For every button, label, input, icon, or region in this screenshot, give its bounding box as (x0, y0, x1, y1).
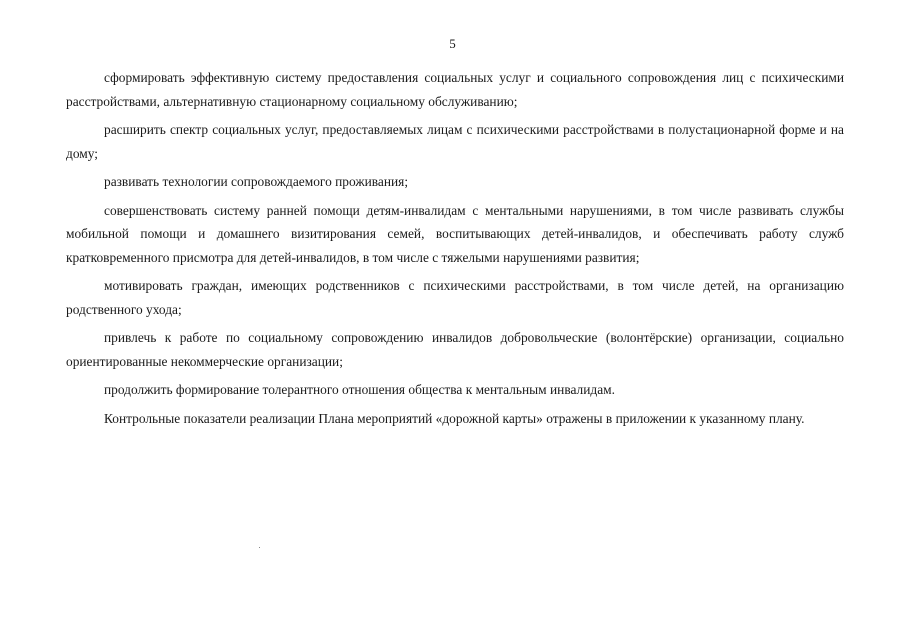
paragraph-early-help: совершенствовать систему ранней помощи детям-инвалидам с ментальными нарушениями, в том числе развивать службы мобильной помощи и домашнего визитирования семей, воспитывающих детей-инвалидов, и обеспечивать работу служб кратковременного присмотра для детей-инвалидов, в том числе с тяжелыми нарушениями развития; (66, 202, 844, 265)
document-body (66, 66, 844, 435)
paragraph-tolerance: продолжить формирование толерантного отношения общества к ментальным инвалидам. (104, 382, 615, 397)
scan-speck (259, 547, 260, 548)
paragraph-volunteers: привлечь к работе по социальному сопровождению инвалидов добровольческие (волонтёрские) организации, социально ориентированные некоммерческие организации; (66, 330, 844, 369)
page-number: 5 (449, 36, 456, 51)
paragraph-control-indicators: Контрольные показатели реализации Плана мероприятий «дорожной карты» отражены в приложении к указанному плану. (104, 410, 805, 426)
paragraph-assisted-living: развивать технологии сопровождаемого проживания; (104, 174, 409, 189)
paragraph-expand-services: расширить спектр социальных услуг, предоставляемых лицам с психическими расстройствами в полустационарной форме и на дому; (66, 122, 844, 161)
paragraph-motivate-citizens: мотивировать граждан, имеющих родственников с психическими расстройствами, в том числе детей, на организацию родственного ухода; (66, 278, 844, 317)
paragraph-form-system: сформировать эффективную систему предоставления социальных услуг и социального сопровождения лиц с психическими расстройствами, альтернативную стационарному социальному обслуживанию; (66, 70, 844, 109)
